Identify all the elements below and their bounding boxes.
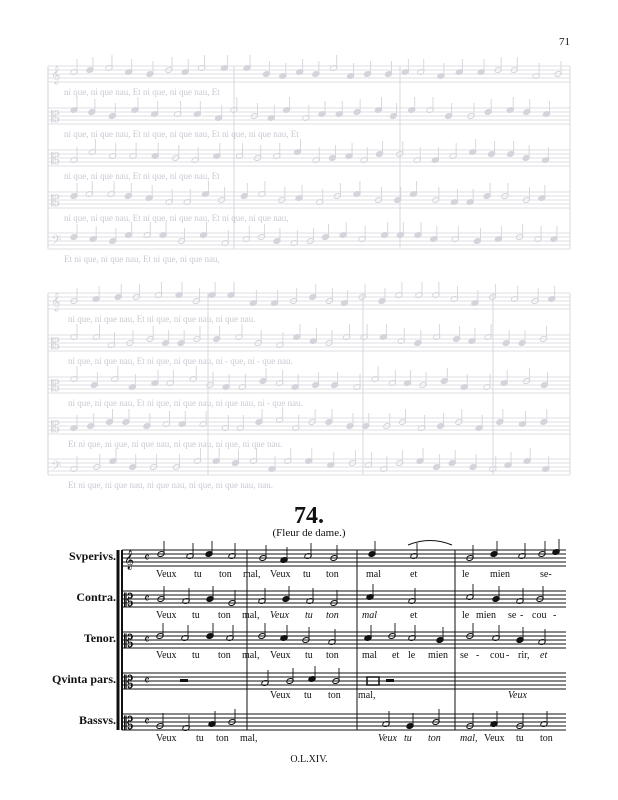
lyric-syllable: mal,: [242, 650, 260, 661]
lyric-syllable: ton: [328, 690, 341, 701]
rest-icon: [386, 679, 394, 682]
faint-lyric-line: ni que, ni que nau, Et ni que, ni que nau, Et: [64, 87, 220, 97]
lyric-syllable: se-: [540, 569, 552, 580]
lyric-syllable: tu: [192, 610, 200, 621]
time-signature-icon: 𝄴: [144, 633, 150, 648]
voice-name-contra: Contra.: [76, 590, 116, 604]
lyric-syllable: -: [520, 610, 524, 621]
lyric-syllable: mien: [428, 650, 448, 661]
lyric-syllable: rir,: [518, 650, 530, 661]
lyric-syllable: mal,: [243, 569, 261, 580]
lyric-syllable: mal: [362, 650, 377, 661]
lyric-syllable: mal: [362, 610, 377, 621]
lyric-syllable: le: [462, 569, 470, 580]
lyric-syllable: Veux: [156, 733, 177, 744]
voice-name-quinta: Qvinta pars.: [51, 672, 116, 686]
faint-clef-icon: 𝄡: [51, 417, 60, 436]
faint-lyric-line: ni que, ni que nau, Et ni que, ni que nau, ni que nau.: [68, 314, 256, 324]
voice-name-superius: Svperivs.: [68, 549, 116, 563]
lyric-syllable: -: [476, 650, 480, 661]
lyric-syllable: tu: [194, 569, 202, 580]
faint-clef-icon: 𝄡: [51, 107, 60, 126]
time-signature-icon: 𝄴: [144, 551, 150, 566]
lyric-syllable: Veux: [156, 610, 177, 621]
lyric-syllable: mien: [490, 569, 510, 580]
faint-clef-icon: 𝄢: [51, 232, 62, 251]
lyric-syllable: Veux: [270, 610, 289, 621]
lyric-syllable: -: [553, 610, 557, 621]
lyric-syllable: mal,: [358, 690, 376, 701]
c-clef-icon: 𝄡: [124, 673, 134, 693]
lyric-syllable: ton: [218, 650, 231, 661]
piece-number: 74.: [294, 503, 324, 529]
lyric-syllable: Veux: [270, 569, 291, 580]
lyric-syllable: Veux: [156, 569, 177, 580]
rest-icon: [180, 679, 188, 682]
faint-clef-icon: 𝄡: [51, 334, 60, 353]
c-clef-icon: 𝄡: [124, 632, 134, 652]
faint-clef-icon: 𝄢: [51, 458, 62, 477]
voice-name-bassus: Bassvs.: [78, 713, 116, 727]
lyric-syllable: le: [408, 650, 416, 661]
lyric-syllable: tu: [404, 733, 412, 744]
faint-lyric-line: ni que, ni que nau, Et ni que, ni que nau, Et: [64, 171, 220, 181]
lyric-syllable: Veux: [270, 690, 291, 701]
lyric-syllable: Veux: [270, 650, 291, 661]
lyric-syllable: cou: [532, 610, 547, 621]
lyric-syllable: mal,: [242, 610, 260, 621]
lyric-syllable: Veux: [484, 733, 505, 744]
faint-clef-icon: 𝄡: [51, 191, 60, 210]
faint-lyric-line: ni que, ni que nau, Et ni que, ni que nau, Et ni que, ni que nau, Et: [64, 129, 299, 139]
faint-clef-icon: 𝄡: [51, 149, 60, 168]
lyric-syllable: le: [462, 610, 470, 621]
page-number: 71: [559, 36, 570, 48]
lyric-syllable: mal: [366, 569, 381, 580]
lyric-syllable: tu: [304, 690, 312, 701]
faint-lyric-line: Et ni que, ni que nau, ni que nau, ni que, ni que nau, nau.: [68, 480, 273, 490]
treble-clef-icon: 𝄞: [124, 550, 135, 570]
piece-subtitle: (Fleur de dame.): [272, 527, 346, 539]
footer-signature: O.L.XIV.: [290, 754, 328, 765]
time-signature-icon: 𝄴: [144, 715, 150, 730]
lyric-syllable: tu: [516, 733, 524, 744]
lyric-syllable: mal,: [460, 733, 478, 744]
lyric-syllable: ton: [326, 610, 339, 621]
c-clef-icon: 𝄡: [124, 714, 134, 734]
lyric-syllable: mal,: [240, 733, 258, 744]
faint-lyric-line: Et ni que, ni que nau, Et ni que, ni que nau,: [64, 254, 220, 264]
lyric-syllable: ton: [219, 569, 232, 580]
lyric-syllable: tu: [196, 733, 204, 744]
lyric-syllable: ton: [540, 733, 553, 744]
time-signature-icon: 𝄴: [144, 674, 150, 689]
lyric-syllable: cou: [490, 650, 505, 661]
lyric-syllable: ton: [216, 733, 229, 744]
lyric-syllable: tu: [303, 569, 311, 580]
lyric-syllable: -: [506, 650, 510, 661]
faint-lyric-line: ni que, ni que nau, Et ni que, ni que nau, Et ni que, ni que nau,: [64, 213, 289, 223]
lyric-syllable: tu: [305, 610, 313, 621]
lyric-syllable: se: [460, 650, 469, 661]
lyric-syllable: ton: [218, 610, 231, 621]
faint-lyric-line: Et ni que, ni que, ni que nau, ni que nau, ni que, ni que nau.: [68, 439, 283, 449]
tie-mark: [408, 541, 452, 546]
lyric-syllable: et: [540, 650, 548, 661]
lyric-syllable: et: [392, 650, 400, 661]
lyric-syllable: ton: [428, 733, 441, 744]
lyric-syllable: mien: [476, 610, 496, 621]
lyric-syllable: et: [410, 610, 418, 621]
lyric-syllable: Veux: [508, 690, 527, 701]
faint-clef-icon: 𝄡: [51, 376, 60, 395]
voice-name-tenor: Tenor.: [83, 631, 116, 645]
lyric-syllable: tu: [305, 650, 313, 661]
lyric-syllable: Veux: [156, 650, 177, 661]
time-signature-icon: 𝄴: [144, 592, 150, 607]
lyric-syllable: ton: [326, 650, 339, 661]
faint-clef-icon: 𝄞: [51, 292, 61, 311]
lyric-syllable: et: [410, 569, 418, 580]
lyric-syllable: tu: [192, 650, 200, 661]
lyric-syllable: ton: [326, 569, 339, 580]
c-clef-icon: 𝄡: [124, 591, 134, 611]
faint-lyric-line: ni que, ni que nau, Et ni que, ni que nau, ni que nau, ni - que nau.: [68, 398, 303, 408]
faint-lyric-line: ni que, ni que nau, Et ni que, ni que nau, ni - que, ni - que nau.: [68, 356, 293, 366]
lyric-syllable: se: [508, 610, 517, 621]
faint-clef-icon: 𝄞: [51, 65, 61, 84]
lyric-syllable: Veux: [378, 733, 397, 744]
